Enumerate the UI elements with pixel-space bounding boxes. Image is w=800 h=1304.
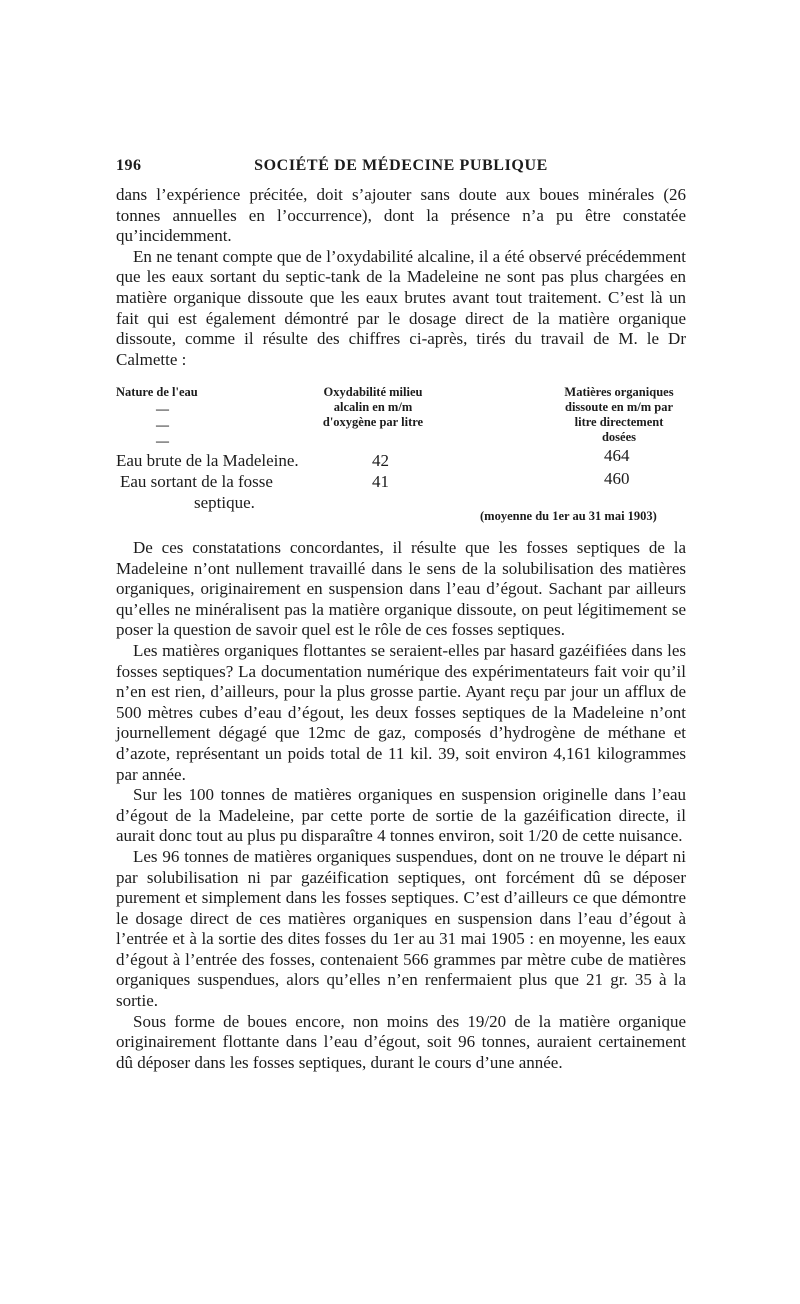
header-line: alcalin en m/m — [333, 400, 413, 414]
paragraph: Les 96 tonnes de matières organiques suspendues, dont on ne trouve le départ ni par solubilisation ni par gazéification septiques, ont forcément dû se déposer purement et simplement dans les fosses septiques. C’est d’ailleurs ce que démontre le dosage direct de ces matières organiques en suspension dans l’eau d’égout à l’entrée et à la sortie des dites fosses du 1er au 31 mai 1905 : en moyenne, les eaux d’égout à l’entrée des fosses, contenaient 566 grammes par mètre cube de matières organiques suspendues, alors qu’elles n’en renfermaient plus que 21 gr. 35 à la sortie. — [116, 846, 686, 1011]
paragraph: dans l’expérience précitée, doit s’ajouter sans doute aux boues minérales (26 tonnes annuelles en l’occurrence), dont la présence n’a pu être constatée qu’incidemment. — [116, 185, 686, 246]
text-block-before-table — [116, 185, 686, 370]
cell-oxydabilite: 42 — [372, 451, 389, 470]
dash-mark: — — [156, 433, 169, 448]
paragraph: En ne tenant compte que de l’oxydabilité alcaline, il a été observé précédemment que les eaux sortant du septic-tank de la Madeleine ne sont pas plus chargées en matière organique dissoute que les eaux brutes avant tout traitement. C’est là un fait qui est également démontré par le dosage direct de la matière organique dissoute, comme il résulte des chiffres ci-après, tirés du travail de M. le Dr Calmette : — [116, 246, 686, 369]
header-line: litre directement — [574, 415, 664, 429]
cell-oxydabilite: 41 — [372, 472, 389, 491]
dash-mark: — — [156, 417, 169, 432]
running-title: SOCIÉTÉ DE MÉDECINE PUBLIQUE — [254, 157, 548, 174]
paragraph: Sous forme de boues encore, non moins des 19/20 de la matière organique originairement flottante dans l’eau d’égout, soit 96 tonnes, auraient certainement dû déposer dans les fosses septiques, durant le cours d’une année. — [116, 1011, 686, 1072]
header-line: Matières organiques — [564, 385, 674, 399]
table-note: (moyenne du 1er au 31 mai 1903) — [480, 509, 657, 523]
column-header-oxydabilite — [288, 385, 458, 430]
column-header-matieres — [534, 385, 704, 445]
text-block-after-table — [116, 538, 686, 1073]
dash-mark: — — [156, 401, 169, 416]
header-line: d'oxygène par litre — [322, 415, 424, 429]
cell-matieres: 464 — [604, 446, 630, 465]
row-label: Eau brute de la Madeleine. — [116, 451, 299, 470]
cell-matieres: 460 — [604, 469, 630, 488]
column-header-nature: Nature de l'eau — [116, 385, 198, 399]
data-table — [116, 385, 706, 530]
paragraph: De ces constatations concordantes, il résulte que les fosses septiques de la Madeleine n’ont nullement travaillé dans le sens de la solubilisation des matières organiques, originairement en suspension dans l’eau d’égout. Sachant par ailleurs qu’elles ne minéralisent pas la matière organique dissoute, on peut légitimement se poser la question de savoir quel est le rôle de ces fosses septiques. — [116, 538, 686, 640]
page-number: 196 — [116, 157, 142, 174]
row-label: Eau sortant de la fosse — [120, 472, 273, 491]
header-line: Oxydabilité milieu — [323, 385, 423, 399]
header-line: dissoute en m/m par — [565, 400, 673, 414]
header-line: dosées — [601, 430, 637, 444]
row-label-continued: septique. — [194, 493, 255, 512]
paragraph: Les matières organiques flottantes se seraient-elles par hasard gazéifiées dans les fosses septiques? La documentation numérique des expérimentateurs fait voir qu’il n’en est rien, d’ailleurs, pour la plus grosse partie. Ayant reçu par jour un afflux de 500 mètres cubes d’eau d’égout, les deux fosses septiques de la Madeleine n’ont journellement dégagé que 12mc de gaz, composés d’hydrogène de méthane et d’azote, représentant un poids total de 11 kil. 39, soit environ 4,161 kilogrammes par année. — [116, 640, 686, 784]
paragraph: Sur les 100 tonnes de matières organiques en suspension originelle dans l’eau d’égout de la Madeleine, par cette porte de sortie de la gazéification directe, il aurait donc tout au plus pu disparaître 4 tonnes environ, soit 1/20 de cette nuisance. — [116, 785, 686, 846]
page-header — [116, 157, 686, 181]
